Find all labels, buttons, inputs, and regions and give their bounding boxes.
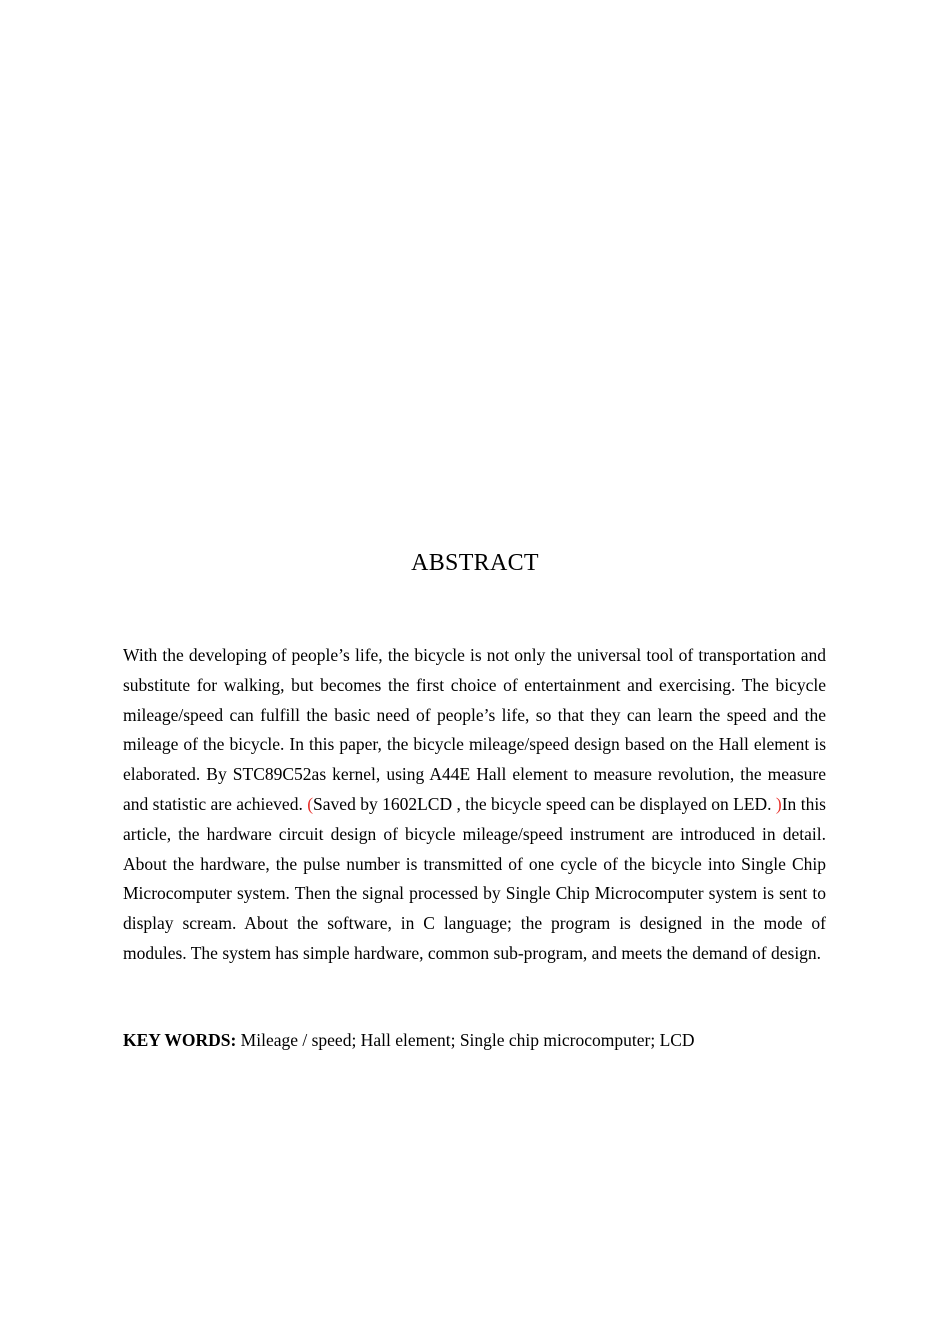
keywords-line [123, 1026, 826, 1055]
open-paren-marker: ( [307, 793, 314, 814]
keywords-text: Mileage / speed; Hall element; Single chip microcomputer; LCD [236, 1030, 695, 1050]
abstract-text-part3: In this article, the hardware circuit design of bicycle mileage/speed instrument are introduced in detail. About the hardware, the pulse number is transmitted of one cycle of the bicycle into Single Chip Microcomputer system. Then the signal processed by Single Chip Microcomputer system is sent to display scream. About the software, in C language; the program is designed in the mode of modules. The system has simple hardware, common sub-program, and meets the demand of design. [123, 793, 826, 963]
abstract-text-part2: Saved by 1602LCD , the bicycle speed can be displayed on LED. [313, 793, 776, 814]
keywords-label: KEY WORDS: [123, 1030, 237, 1050]
abstract-heading: ABSTRACT [411, 550, 539, 576]
abstract-text-part1: With the developing of people’s life, the bicycle is not only the universal tool of transportation and substitute for walking, but becomes the first choice of entertainment and exercising. The bicycle mileage/speed can fulfill the basic need of people’s life, so that they can learn the speed and the mileage of the bicycle. In this paper, the bicycle mileage/speed design based on the Hall element is elaborated. By STC89C52as kernel, using A44E Hall element to measure revolution, the measure and statistic are achieved. [123, 645, 826, 814]
close-paren-marker: ) [775, 793, 782, 814]
abstract-paragraph [123, 641, 826, 969]
